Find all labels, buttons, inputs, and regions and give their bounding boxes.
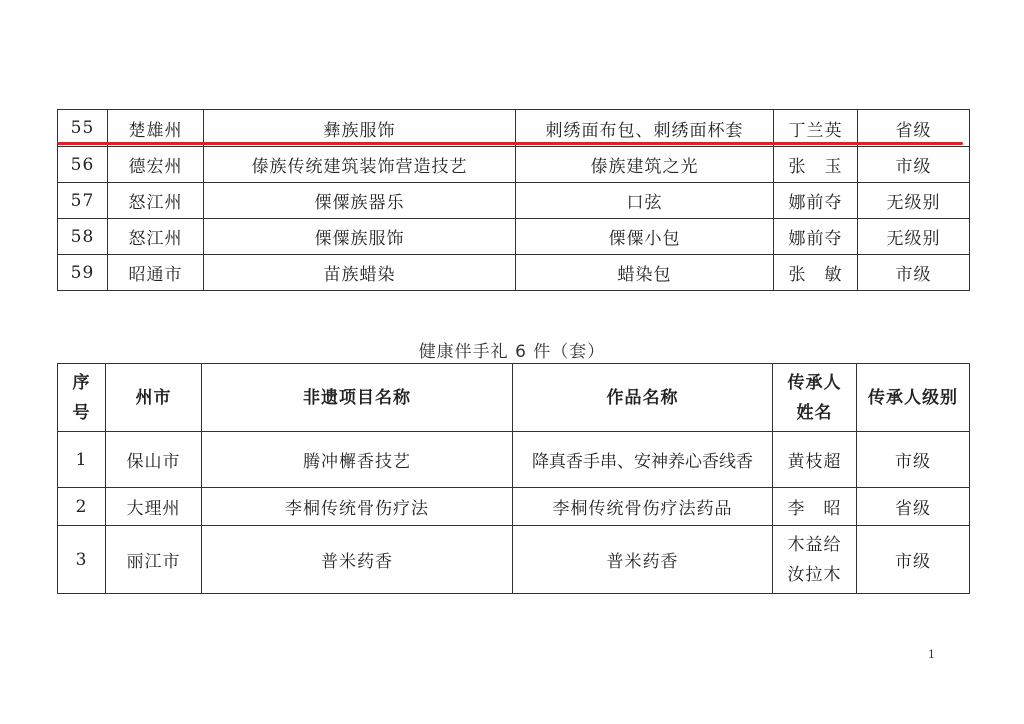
column-header-work: 作品名称	[513, 364, 773, 432]
city-cell: 昭通市	[108, 255, 204, 291]
inheritor-cell: 丁兰英	[774, 110, 858, 147]
level-cell: 省级	[858, 110, 970, 147]
level-cell: 无级别	[858, 183, 970, 219]
inheritor-cell	[773, 526, 857, 594]
column-header-city: 州市	[106, 364, 202, 432]
level-cell: 省级	[857, 488, 970, 526]
city-cell: 怒江州	[108, 219, 204, 255]
heritage-name-cell: 傣族传统建筑装饰营造技艺	[204, 147, 516, 183]
header-number-line2: 号	[72, 402, 91, 423]
work-name-cell: 普米药香	[513, 526, 773, 594]
inheritor-cell: 黄枝超	[773, 432, 857, 488]
row-number: 57	[58, 183, 108, 219]
heritage-name-cell: 彝族服饰	[204, 110, 516, 147]
column-header-level: 传承人级别	[857, 364, 970, 432]
header-inheritor-line2: 姓名	[796, 402, 833, 423]
level-cell: 无级别	[858, 219, 970, 255]
level-cell: 市级	[858, 147, 970, 183]
work-name-cell: 李桐传统骨伤疗法药品	[513, 488, 773, 526]
row-number: 2	[58, 488, 106, 526]
work-name-cell: 傈僳小包	[516, 219, 774, 255]
table-row	[58, 219, 970, 255]
inheritor-cell: 娜前夺	[774, 219, 858, 255]
inheritor-name-line1: 木益给	[787, 534, 842, 555]
city-cell: 大理州	[106, 488, 202, 526]
heritage-name-cell: 傈僳族器乐	[204, 183, 516, 219]
table-row	[58, 183, 970, 219]
table-row	[58, 432, 970, 488]
inheritor-cell: 张 敏	[774, 255, 858, 291]
city-cell: 怒江州	[108, 183, 204, 219]
table-row	[58, 110, 970, 147]
header-inheritor-line1: 传承人	[787, 372, 842, 393]
level-cell: 市级	[857, 526, 970, 594]
column-header-heritage: 非遗项目名称	[202, 364, 513, 432]
row-number: 59	[58, 255, 108, 291]
red-highlight-underline	[57, 142, 963, 145]
health-gifts-table	[57, 363, 970, 594]
heritage-name-cell: 傈僳族服饰	[204, 219, 516, 255]
inheritor-cell: 娜前夺	[774, 183, 858, 219]
inheritor-name-line2: 汝拉木	[787, 564, 842, 585]
page-number: 1	[928, 648, 935, 661]
heritage-items-table-continued	[57, 109, 970, 291]
row-number: 3	[58, 526, 106, 594]
table-header-row	[58, 364, 970, 432]
city-cell: 丽江市	[106, 526, 202, 594]
column-header-number	[58, 364, 106, 432]
inheritor-cell: 张 玉	[774, 147, 858, 183]
heritage-name-cell: 苗族蜡染	[204, 255, 516, 291]
inheritor-cell: 李 昭	[773, 488, 857, 526]
table-row	[58, 526, 970, 594]
heritage-name-cell: 普米药香	[202, 526, 513, 594]
table-row	[58, 147, 970, 183]
section-caption: 健康伴手礼 6 件（套）	[418, 342, 606, 362]
row-number: 55	[58, 110, 108, 147]
city-cell: 楚雄州	[108, 110, 204, 147]
heritage-name-cell: 李桐传统骨伤疗法	[202, 488, 513, 526]
row-number: 1	[58, 432, 106, 488]
work-name-cell: 刺绣面布包、刺绣面杯套	[516, 110, 774, 147]
row-number: 58	[58, 219, 108, 255]
city-cell: 德宏州	[108, 147, 204, 183]
heritage-name-cell: 腾冲檞香技艺	[202, 432, 513, 488]
work-name-cell: 傣族建筑之光	[516, 147, 774, 183]
work-name-cell: 降真香手串、安神养心香线香	[513, 432, 773, 488]
level-cell: 市级	[857, 432, 970, 488]
table-row	[58, 255, 970, 291]
header-number-line1: 序	[72, 372, 91, 393]
work-name-cell: 蜡染包	[516, 255, 774, 291]
column-header-inheritor	[773, 364, 857, 432]
table-row	[58, 488, 970, 526]
city-cell: 保山市	[106, 432, 202, 488]
row-number: 56	[58, 147, 108, 183]
work-name-cell: 口弦	[516, 183, 774, 219]
level-cell: 市级	[858, 255, 970, 291]
